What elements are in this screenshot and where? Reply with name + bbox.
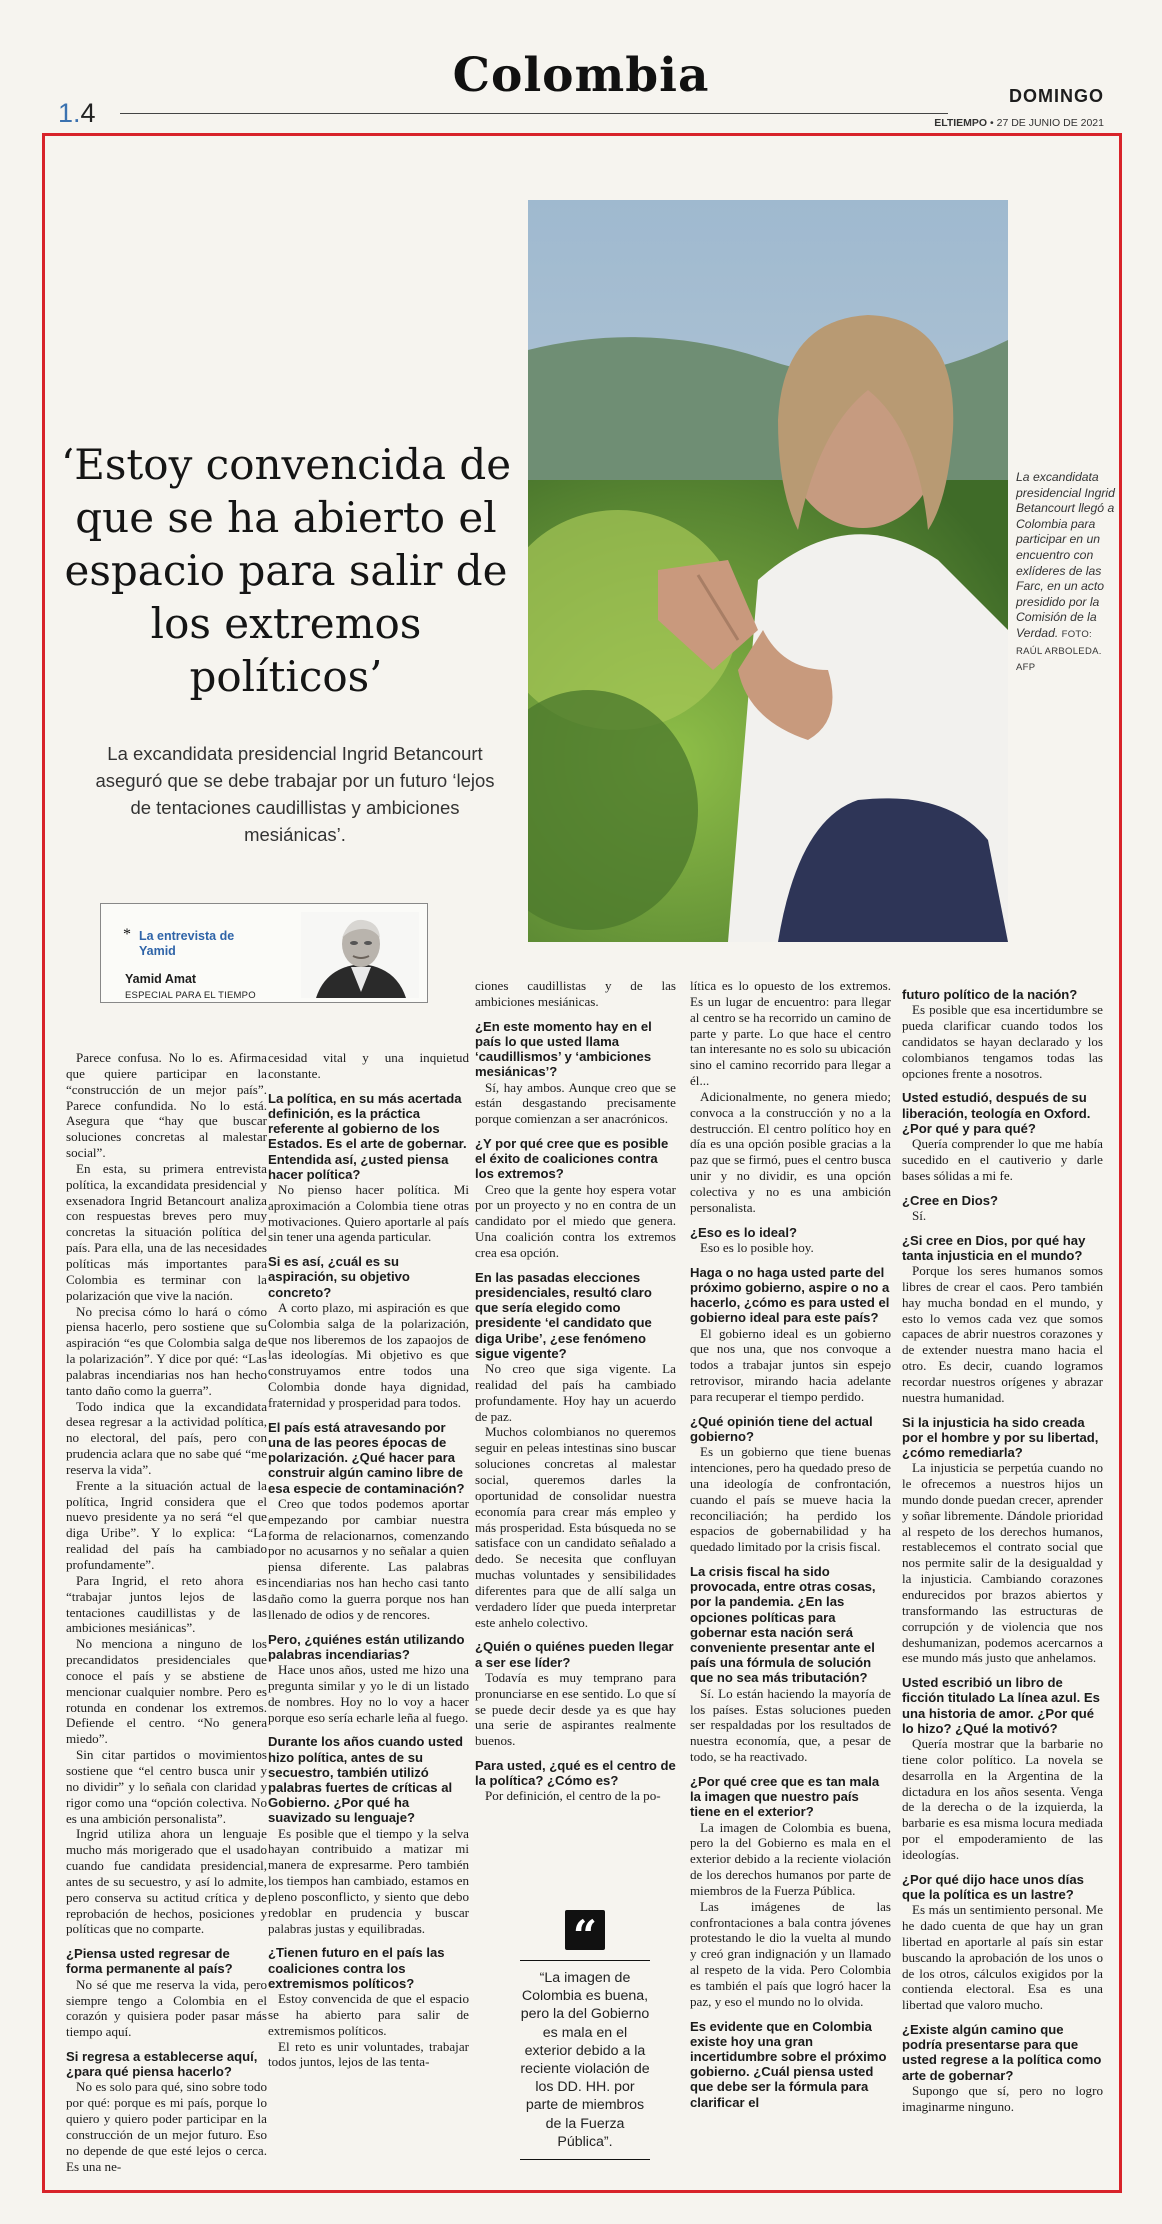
interview-paragraph: Porque los seres humanos somos libres de crear el caos. Pero también hay mucha bondad en el mundo, y esto lo vemos cada vez que somos capaces de abrir nuestros corazones y de extender nuestra mano hacia el otro. Es decir, cuando logramos recordar nuestros orígenes y abrazar nuestra humanidad. [902,1263,1103,1405]
interview-paragraph: lítica es lo opuesto de los extremos. Es un lugar de encuentro: para llegar al centro se ha recorrido un camino de parte y parte. Lo que hace el centro tan interesante no es solo su ubicación sino el camino recorrido para llegar a él... [690,978,891,1089]
interview-paragraph: Sí, hay ambos. Aunque creo que se están desgastando precisamente porque comienzan a ser anacrónicos. [475,1079,676,1127]
interview-question: Haga o no haga usted parte del próximo gobierno, aspire o no a hacerlo, ¿cómo es para usted el gobierno ideal para este país? [690,1264,890,1326]
text-column-4 [690,978,891,2110]
interview-question: ¿Eso es lo ideal? [690,1224,797,1240]
quote-mark-icon: “ [565,1910,605,1950]
interview-paragraph: Por definición, el centro de la po- [485,1788,661,1804]
headline: ‘Estoy convencida de que se ha abierto el espacio para salir de los extremos políticos’ [60,440,512,701]
interview-question: futuro político de la nación? [902,987,1078,1002]
interview-paragraph: Es un gobierno que tiene buenas intenciones, pero ha quedado preso de una ideología de confrontación, cuando el país se mueve hacia la reconciliación; ha perdido los espacios de gobernabilidad y ha quedado limitado por la crisis fiscal. [690,1444,891,1555]
interview-paragraph: Las imágenes de las confrontaciones a bala contra jóvenes protestando le dio la vuelta al mundo y creó gran indignación y un llamado al respeto de la vida. Pero Colombia es también el país que logró hacer la paz, y eso el mundo no lo olvida. [690,1898,891,2009]
interview-paragraph: Sí. [912,1207,927,1223]
date: • 27 DE JUNIO DE 2021 [990,117,1104,129]
author-portrait [301,912,419,998]
interview-question: La crisis fiscal ha sido provocada, entre otras cosas, por la pandemia. ¿En las opciones políticas para gobernar esta nación será conveniente presentar ante el país una fórmula de solución que no sea más tributación? [690,1564,876,1686]
interview-question: ¿Piensa usted regresar de forma permanente al país? [66,1946,233,1977]
interview-question: En las pasadas elecciones presidenciales, resultó claro que sería elegido como presidente ‘el candidato que diga Uribe’, ¿ese fenómeno sigue vigente? [475,1269,652,1361]
series-title: La entrevista de Yamid [139,929,235,958]
interview-question: Usted estudió, después de su liberación, teología en Oxford. ¿Por qué y para qué? [902,1090,1091,1136]
interview-paragraph: La imagen de Colombia es buena, pero la del Gobierno es mala en el exterior debido a la reciente violación de los derechos humanos por parte de miembros de la Fuerza Pública. [690,1819,891,1898]
interview-question: Es evidente que en Colombia existe hoy una gran incertidumbre sobre el próximo gobierno. ¿Cuál piensa usted que debe ser la fórmula para clarificar el [690,2018,887,2110]
interview-paragraph: No pienso hacer política. Mi aproximación a Colombia tiene otras motivaciones. Quiero aportarle al país sin tener una agenda particular. [268,1181,469,1245]
interview-question: ¿Por qué cree que es tan mala la imagen que nuestro país tiene en el exterior? [690,1773,880,1820]
interview-question: Si regresa a establecerse aquí, ¿para qué piensa hacerlo? [66,2049,258,2080]
interview-paragraph: Es posible que el tiempo y la selva hayan contribuido a matizar mi manera de expresarme. Pero también los tiempos han cambiado, estamos en pleno posconflicto, y siento que debo redoblar en prudencia y buscar palabras justas y equilibradas. [268,1825,469,1936]
interview-question: ¿Quién o quiénes pueden llegar a ser ese líder? [475,1639,674,1670]
interview-paragraph: Quería comprender lo que me había sucedido en el cautiverio y darle bases sólidas a mi fe. [902,1136,1103,1183]
header-rule [120,113,948,114]
photo-caption [1016,470,1116,676]
author-name: Yamid Amat [125,972,197,986]
interview-paragraph: Es más un sentimiento personal. Me he dado cuenta de que hay un gran libertad en aportarle al país sin estar buscando la aprobación de los unos o de los otros, cálculos exigidos por la contienda electoral. Esa es una libertad que valoro mucho. [902,1902,1103,2013]
text-column-2 [268,1050,469,2070]
brand-name: ELTIEMPO [934,117,988,129]
interview-paragraph: Es posible que esa incertidumbre se pueda clarificar cuando todos los candidatos se hayan declarado y los colombianos tengamos todas las opciones frente a nosotros. [902,1002,1103,1081]
interview-question: El país está atravesando por una de las peores épocas de polarización. ¿Qué hacer para construir algún camino libre de esa especie de contaminación? [268,1419,465,1496]
day-label: DOMINGO [1009,86,1104,106]
interview-paragraph: Creo que la gente hoy espera votar por un proyecto y no en contra de un candidato por el miedo que genera. Una coalición contra los extremos crea esa opción. [475,1181,676,1261]
interview-paragraph: No sé que me reserva la vida, pero siempre tengo a Colombia en el corazón y quisiera poder pasar más tiempo aquí. [66,1976,267,2040]
interview-paragraph: cesidad vital y una inquietud constante. [268,1050,469,1081]
text-column-1 [66,1050,267,2175]
pull-quote [520,1910,650,2160]
interview-paragraph: A corto plazo, mi aspiración es que Colombia salga de la polarización, que nos liberemos de los zapaojos de las ideologías. Mi objetivo es que construyamos entre todos una Colombia donde haya dignidad, fraternidad y prosperidad para todos. [268,1299,469,1410]
interview-question: ¿Y por qué cree que es posible el éxito de coaliciones contra los extremos? [475,1136,669,1182]
dateline [934,117,1104,129]
interview-paragraph: Estoy convencida de que el espacio se ha abierto para salir de extremismos políticos. [268,1991,469,2038]
interview-question: Durante los años cuando usted hizo política, antes de su secuestro, también utilizó palabras fuertes de críticas al Gobierno. ¿Por qué ha suavizado su lenguaje? [268,1734,463,1826]
interview-paragraph: Hace unos años, usted me hizo una pregunta similar y yo le di un listado de nombres. Hoy no lo voy a hacer porque eso sería echarle leña al fuego. [268,1661,469,1725]
page-number-value: 4 [80,98,96,128]
caption-label: FOTO: [1061,628,1092,640]
interview-question: ¿Tienen futuro en el país las coaliciones contra los extremismos políticos? [268,1945,445,1991]
interview-paragraph: El reto es unir voluntades, trabajar todos juntos, lejos de las tenta- [268,2038,469,2070]
interview-question: Si es así, ¿cuál es su aspiración, su objetivo concreto? [268,1254,410,1300]
text-column-3 [475,978,676,1804]
asterisk-icon: * [123,926,131,943]
interview-question: ¿En este momento hay en el país lo que usted llama ‘caudillismos’ y ‘ambiciones mesiánicas’? [475,1018,652,1080]
interview-question: Para usted, ¿qué es el centro de la política? ¿Cómo es? [475,1758,676,1789]
interview-paragraph: Creo que todos podemos aportar empezando por cambiar nuestra forma de relacionarnos, comenzando por no acusarnos y no señalar a quien piensa diferente. Las palabras incendiarias nos han hecho casi tanto daño como la guerra porque nos han llenado de odios y de rencores. [268,1495,469,1622]
author-role: ESPECIAL PARA EL TIEMPO [125,990,256,1001]
interview-paragraph: La injusticia se perpetúa cuando no le ofrecemos a nuestros hijos un mundo donde puedan crecer, aprender y soñar libremente. Dándole prioridad al respeto de los derechos humanos, restablecemos el contrato social que nos permite salir de la desigualdad y la injusticia. Cambiando corazones endurecidos por brazos abiertos y transformando las estructuras de corrupción y de violencia que nos deshumanizan, podemos acercarnos a ese mundo más justo que anhelamos. [902,1460,1103,1666]
interview-paragraph: Para Ingrid, el reto ahora es “trabajar juntos lejos de las tentaciones caudillistas y de las ambiciones mesiánicas”. [66,1572,267,1636]
pull-quote-rule-bottom [520,2159,650,2160]
interview-question: Usted escribió un libro de ficción titulado La línea azul. Es una historia de amor. ¿Por qué lo hizo? ¿Qué la motivó? [902,1675,1100,1736]
photo-credit: RAÚL ARBOLEDA. AFP [1016,645,1102,674]
interview-paragraph: Todavía es muy temprano para pronunciarse en ese sentido. Lo que sí se puede decir desde ya es que hay una serie de aspirantes realmente buenos. [475,1669,676,1749]
interview-question: ¿Existe algún camino que podría presentarse para que usted regrese a la política como arte de gobernar? [902,2022,1102,2083]
interview-paragraph: Todo indica que la excandidata desea regresar a la actividad política, no electoral, del país, pero con prudencia aclara que no sabe qué “me reserva la vida”. [66,1398,267,1477]
interview-paragraph: Adicionalmente, no genera miedo; convoca a la construcción y no a la destrucción. El centro político hoy en día es una opción posible gracias a la paz que se firmó, pues el centro busca unir y no dividir, es una opción colectiva y no es una ambición personalista. [690,1088,891,1215]
interview-paragraph: No es solo para qué, sino sobre todo por qué: porque es mi país, porque lo quiero y quiero poder participar en la construcción de un mejor futuro. Eso no depende de que esté lejos o cerca. Es una ne- [66,2079,267,2174]
interview-question: Pero, ¿quiénes están utilizando palabras incendiarias? [268,1631,465,1662]
interview-paragraph: No precisa cómo lo hará o cómo piensa hacerlo, pero sostiene que su aspiración “es que Colombia salga de la polarización”. Y dice por qué: “Las palabras incendiarias nos han hecho tanto daño como la guerra”. [66,1303,267,1398]
pull-quote-rule-top [520,1960,650,1961]
interview-photo [528,200,1008,942]
page-number [58,98,96,129]
interview-paragraph: Sí. Lo están haciendo la mayoría de los países. Estas soluciones pueden ser respaldadas por los resultados de nuestra economía, que, a pesar de todo, se ha reactivado. [690,1685,891,1765]
text-column-5 [902,978,1103,2115]
section-title: Colombia [452,48,710,103]
interview-paragraph: Supongo que sí, pero no logro imaginarme ninguno. [902,2082,1103,2114]
interview-paragraph: No creo que siga vigente. La realidad del país ha cambiado profundamente. Hoy hay un acuerdo de paz. [475,1361,676,1424]
page-prefix: 1. [58,98,81,128]
interview-paragraph: Frente a la situación actual de la política, Ingrid considera que el nuevo presidente ya no será “el que diga Uribe”. Y lo explica: “La realidad del país ha cambiado profundamente”. [66,1477,267,1572]
author-promo-box [100,903,428,1003]
interview-paragraph: Sin citar partidos o movimientos sostiene que “el centro busca unir y no dividir” y lo señala con claridad y rigor como una “opción colectiva. No es una ambición personalista”. [66,1747,267,1826]
interview-paragraph: Muchos colombianos no queremos seguir en peleas intestinas sino buscar soluciones concretas al malestar social, queremos darles la oportunidad de consolidar nuestra economía para crear más empleo y más prosperidad. Esta búsqueda no se satisface con un candidato señalado a dedo. Se necesita que confluyan muchas voluntades y sensibilidades diferentes para que de allí salga un verdadero líder que pueda interpretar este anhelo colectivo. [475,1424,676,1630]
pull-quote-text: “La imagen de Colombia es buena, pero la del Gobierno es mala en el exterior debido a la reciente violación de los DD. HH. por parte de miembros de la Fuerza Pública”. [520,1970,650,2150]
interview-question: La política, en su más acertada definición, es la práctica referente al gobierno de los Estados. Es el arte de gobernar. Entendida así, ¿usted piensa hacer política? [268,1090,467,1182]
interview-paragraph: El gobierno ideal es un gobierno que nos una, que nos convoque a todos a trabajar juntos sin espejo retrovisor, mirando hacia adelante para recuperar el tiempo perdido. [690,1325,891,1404]
interview-paragraph: No menciona a ninguno de los precandidatos presidenciales que conoce el país y se abstiene de mencionar cualquier nombre. Pero es rotunda en condenar los extremos. Defiende el centro. “No genera miedo”. [66,1636,267,1747]
interview-question: ¿Por qué dijo hace unos días que la política es un lastre? [902,1871,1084,1902]
interview-question: ¿Si cree en Dios, por qué hay tanta injusticia en el mundo? [902,1232,1086,1263]
interview-question: ¿Qué opinión tiene del actual gobierno? [690,1413,873,1444]
interview-paragraph: En esta, su primera entrevista política, la excandidata presidencial y exsenadora Ingrid Betancourt analiza con respuestas breves pero muy concretas la situación política del país. Para ella, una de las necesidades políticas más importantes para Colombia es terminar con la polarización que vive la nación. [66,1160,267,1303]
interview-paragraph: Eso es lo posible hoy. [700,1239,814,1255]
interview-paragraph: ciones caudillistas y de las ambiciones mesiánicas. [475,978,676,1009]
deck-subtitle: La excandidata presidencial Ingrid Betancourt aseguró que se debe trabajar por un futuro ‘lejos de tentaciones caudillistas y ambiciones mesiánicas’. [95,743,495,845]
caption-text: La excandidata presidencial Ingrid Betancourt llegó a Colombia para participar en un encuentro con exlíderes de las Farc, en un acto presidido por la Comisión de la Verdad. [1016,470,1115,640]
interview-question: Si la injusticia ha sido creada por el hombre y por su libertad, ¿cómo remediarla? [902,1414,1099,1461]
interview-paragraph: Quería mostrar que la barbarie no tiene color político. La novela se desarrolla en la Argentina de la dictadura en los años sesenta. Venga de la derecha o de la izquierda, la barbarie es esa misma locura mediada por el empoderamiento de las ideologías. [902,1736,1103,1862]
interview-paragraph: Ingrid utiliza ahora un lenguaje mucho más morigerado que el usado cuando fue candidata presidencial, antes de su secuestro, y así lo admite, pero conserva su actitud crítica y de reprobación de hechos, posiciones y políticas que no comparte. [66,1826,267,1937]
interview-question: ¿Cree en Dios? [902,1192,999,1208]
interview-paragraph: Parece confusa. No lo es. Afirma que quiere participar en la “construcción de un mejor país”. Parece confundida. No lo está. Asegura que “hay que buscar soluciones concretas al malestar social”. [66,1050,267,1161]
